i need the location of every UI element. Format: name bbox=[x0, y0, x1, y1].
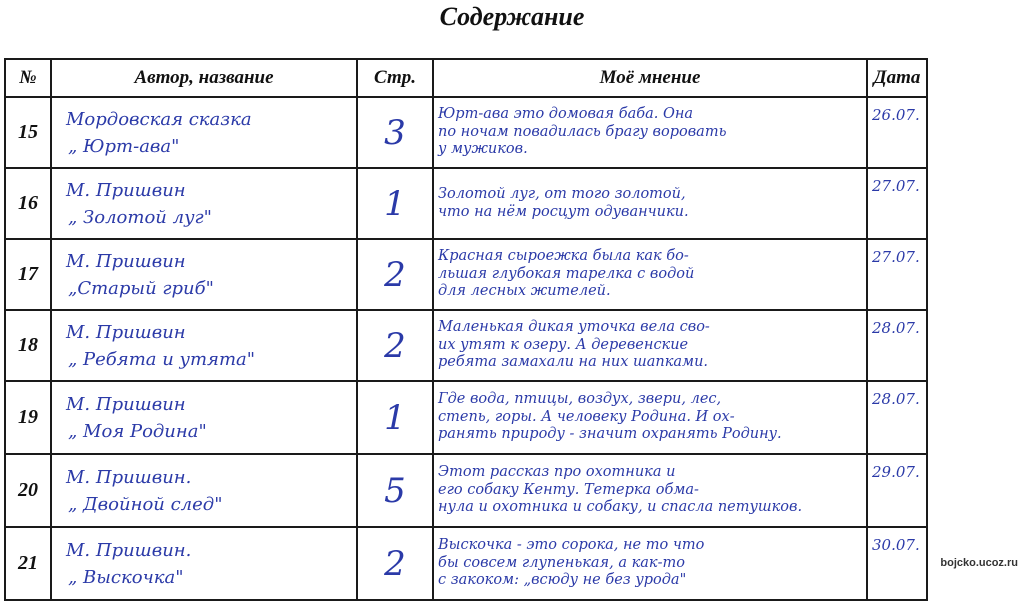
opinion-line: Выскочка - это сорока, не то что bbox=[438, 536, 705, 553]
opinion-line: ранять природу - значит охранять Родину. bbox=[438, 426, 782, 443]
header-page: Стр. bbox=[357, 59, 433, 97]
opinion-line: Красная сыроежка была как бо- bbox=[438, 247, 689, 264]
row-date: 30.07. bbox=[867, 527, 927, 600]
table-row bbox=[5, 454, 927, 527]
table-row bbox=[5, 527, 927, 600]
header-num: № bbox=[5, 59, 51, 97]
reading-log-table bbox=[4, 58, 928, 601]
opinion-line: с закоком: „всюду не без урода" bbox=[438, 572, 687, 589]
table-row bbox=[5, 97, 927, 168]
table-row bbox=[5, 168, 927, 239]
row-author bbox=[51, 239, 357, 310]
row-page: 5 bbox=[357, 454, 433, 527]
row-page: 3 bbox=[357, 97, 433, 168]
header-date: Дата bbox=[867, 59, 927, 97]
row-author bbox=[51, 381, 357, 454]
row-number: 16 bbox=[5, 168, 51, 239]
work-title: „ Моя Родина" bbox=[68, 420, 207, 442]
page-title: Содержание bbox=[439, 2, 585, 31]
opinion-line: Золотой луг, от того золотой, bbox=[438, 185, 686, 202]
row-author bbox=[51, 97, 357, 168]
opinion-line: его собаку Кенту. Тетерка обма- bbox=[438, 481, 699, 498]
row-date: 26.07. bbox=[867, 97, 927, 168]
opinion-line: Юрт-ава это домовая баба. Она bbox=[438, 105, 694, 122]
row-opinion bbox=[433, 310, 867, 381]
row-number: 19 bbox=[5, 381, 51, 454]
watermark: bojcko.ucoz.ru bbox=[940, 557, 1018, 569]
row-author bbox=[51, 527, 357, 600]
row-author bbox=[51, 310, 357, 381]
opinion-line: льшая глубокая тарелка с водой bbox=[438, 265, 695, 282]
work-title: „ Двойной след" bbox=[68, 493, 223, 515]
row-date: 29.07. bbox=[867, 454, 927, 527]
work-title: „ Юрт-ава" bbox=[68, 135, 180, 157]
header-opinion: Моё мнение bbox=[433, 59, 867, 97]
opinion-line: Где вода, птицы, воздух, звери, лес, bbox=[438, 390, 722, 407]
opinion-line: нула и охотника и собаку, и спасла петушков. bbox=[438, 499, 803, 516]
opinion-line: что на нём росцут одуванчики. bbox=[438, 203, 689, 220]
author-name: М. Пришвин bbox=[66, 179, 186, 201]
opinion-line: Маленькая дикая уточка вела сво- bbox=[438, 318, 710, 335]
table-row bbox=[5, 239, 927, 310]
header-row bbox=[5, 59, 927, 97]
header-author: Автор, название bbox=[51, 59, 357, 97]
row-author bbox=[51, 454, 357, 527]
opinion-line: для лесных жителей. bbox=[438, 283, 611, 300]
author-name: М. Пришвин bbox=[66, 393, 186, 415]
opinion-line: ребята замахали на них шапками. bbox=[438, 354, 709, 371]
author-name: М. Пришвин. bbox=[66, 466, 192, 488]
opinion-line: степь, горы. А человеку Родина. И ох- bbox=[438, 408, 735, 425]
row-date: 28.07. bbox=[867, 310, 927, 381]
row-author bbox=[51, 168, 357, 239]
row-opinion bbox=[433, 168, 867, 239]
opinion-line: Этот рассказ про охотника и bbox=[438, 463, 676, 480]
opinion-line: бы совсем глупенькая, а как-то bbox=[438, 554, 685, 571]
row-opinion bbox=[433, 454, 867, 527]
row-opinion bbox=[433, 527, 867, 600]
opinion-line: у мужиков. bbox=[438, 141, 528, 158]
author-name: М. Пришвин. bbox=[66, 539, 192, 561]
row-opinion bbox=[433, 97, 867, 168]
row-page: 2 bbox=[357, 527, 433, 600]
row-page: 2 bbox=[357, 310, 433, 381]
row-number: 17 bbox=[5, 239, 51, 310]
row-opinion bbox=[433, 239, 867, 310]
author-name: М. Пришвин bbox=[66, 250, 186, 272]
row-number: 15 bbox=[5, 97, 51, 168]
row-number: 21 bbox=[5, 527, 51, 600]
work-title: „ Выскочка" bbox=[68, 566, 184, 588]
author-name: Мордовская сказка bbox=[66, 108, 252, 130]
work-title: „ Ребята и утята" bbox=[68, 348, 256, 370]
row-number: 18 bbox=[5, 310, 51, 381]
row-page: 2 bbox=[357, 239, 433, 310]
work-title: „Старый гриб" bbox=[68, 277, 214, 299]
opinion-line: их утят к озеру. А деревенские bbox=[438, 336, 689, 353]
row-opinion bbox=[433, 381, 867, 454]
work-title: „ Золотой луг" bbox=[68, 206, 212, 228]
row-page: 1 bbox=[357, 168, 433, 239]
row-date: 27.07. bbox=[867, 168, 927, 239]
table-row bbox=[5, 381, 927, 454]
row-date: 27.07. bbox=[867, 239, 927, 310]
opinion-line: по ночам повадилась брагу воровать bbox=[438, 123, 727, 140]
author-name: М. Пришвин bbox=[66, 321, 186, 343]
row-date: 28.07. bbox=[867, 381, 927, 454]
row-page: 1 bbox=[357, 381, 433, 454]
row-number: 20 bbox=[5, 454, 51, 527]
table-row bbox=[5, 310, 927, 381]
